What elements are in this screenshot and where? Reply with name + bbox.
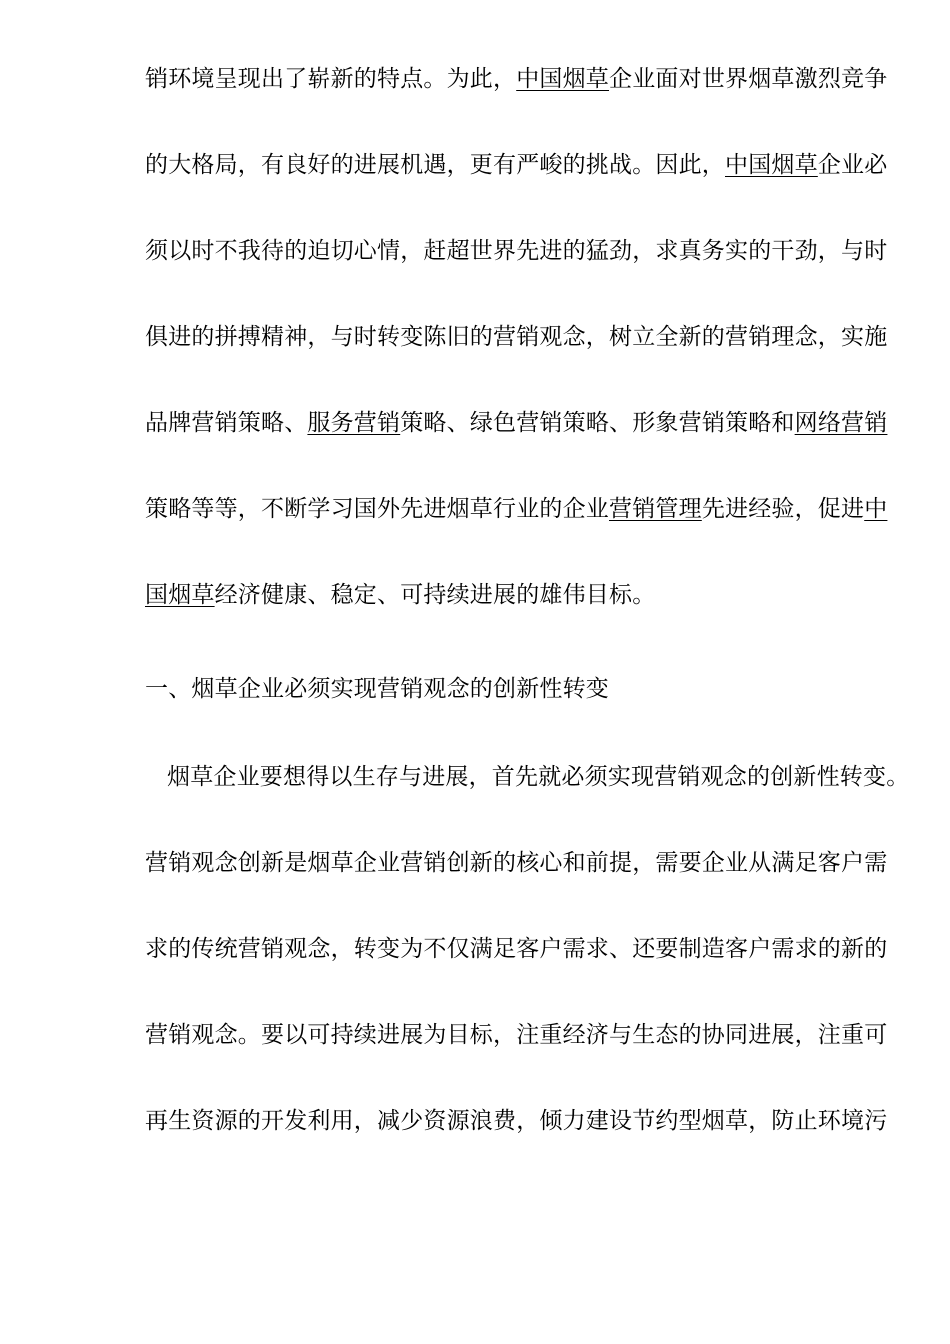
text-segment: 企业必 [817, 152, 888, 178]
text-line [145, 408, 905, 438]
text-segment: 先进经验，促进 [701, 496, 865, 522]
underlined-term: 国烟草 [145, 582, 215, 608]
text-segment: 一、烟草企业必须实现营销观念的创新性转变 [145, 676, 609, 702]
underlined-term: 中 [864, 496, 888, 522]
text-line [145, 580, 905, 610]
text-segment: 俱进的拼搏精神，与时转变陈旧的营销观念，树立全新的营销理念，实施 [145, 324, 888, 350]
text-line [167, 762, 927, 792]
text-segment: 再生资源的开发利用，减少资源浪费，倾力建设节约型烟草，防止环境污 [145, 1108, 888, 1134]
text-line [145, 236, 905, 266]
text-segment: 求的传统营销观念，转变为不仅满足客户需求、还要制造客户需求的新的 [145, 936, 888, 962]
underlined-term: 服务营销 [307, 410, 401, 436]
text-segment: 营销观念。要以可持续进展为目标，注重经济与生态的协同进展，注重可 [145, 1022, 888, 1048]
underlined-term: 中国烟草 [516, 66, 610, 92]
text-line [145, 1106, 905, 1136]
text-segment: 策略、绿色营销策略、形象营销策略和 [400, 410, 795, 436]
section-heading [145, 674, 905, 704]
text-segment: 销环境呈现出了崭新的特点。为此， [145, 66, 517, 92]
text-segment: 品牌营销策略、 [145, 410, 308, 436]
text-line [145, 848, 905, 878]
text-segment: 企业面对世界烟草激烈竞争 [609, 66, 888, 92]
underlined-term: 中国烟草 [725, 152, 818, 178]
text-line [145, 64, 905, 94]
text-line [145, 150, 905, 180]
text-segment: 的大格局，有良好的进展机遇，更有严峻的挑战。因此， [145, 152, 725, 178]
text-segment: 策略等等，不断学习国外先进烟草行业的企业 [145, 496, 609, 522]
underlined-term: 网络营销 [794, 410, 888, 436]
text-line [145, 494, 905, 524]
underlined-term: 营销管理 [609, 496, 702, 522]
text-line [145, 1020, 905, 1050]
text-segment: 烟草企业要想得以生存与进展，首先就必须实现营销观念的创新性转变。 [167, 764, 910, 790]
text-segment: 营销观念创新是烟草企业营销创新的核心和前提，需要企业从满足客户需 [145, 850, 888, 876]
text-segment: 经济健康、稳定、可持续进展的雄伟目标。 [214, 582, 656, 608]
text-line [145, 322, 905, 352]
text-segment: 须以时不我待的迫切心情，赶超世界先进的猛劲，求真务实的干劲，与时 [145, 238, 888, 264]
text-line [145, 934, 905, 964]
